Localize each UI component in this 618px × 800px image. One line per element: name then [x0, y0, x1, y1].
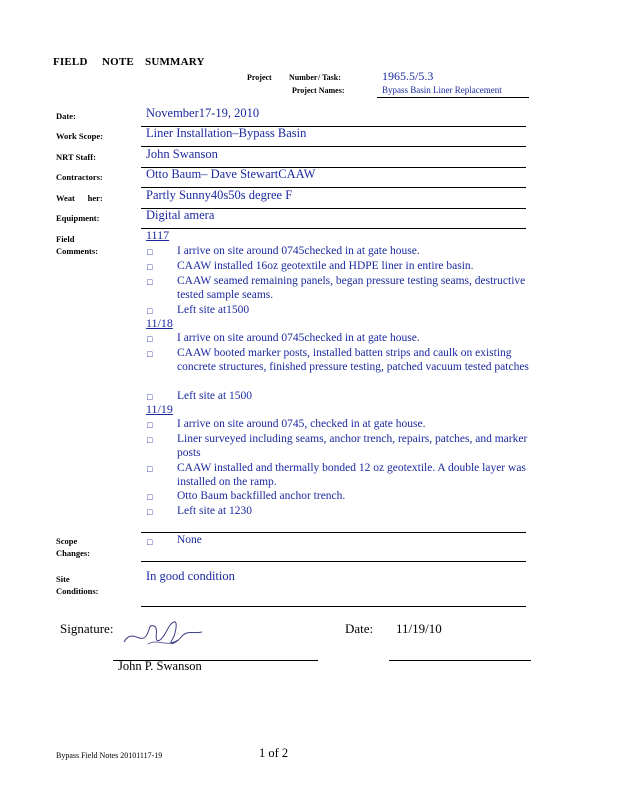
- day-3-item-3: CAAW installed and thermally bonded 12 oz geotextile. A double layer was installed on the ramp.: [177, 462, 526, 488]
- title-field: FIELD: [53, 56, 88, 68]
- project-names-label: Project Names:: [292, 86, 345, 95]
- day-2-date: 11/18: [146, 316, 173, 330]
- page-number: 1 of 2: [259, 746, 289, 760]
- bullet-icon: □: [147, 306, 153, 316]
- day-3-item-1: I arrive on site around 0745, checked in at gate house.: [177, 418, 426, 430]
- number-label: Number: [289, 73, 318, 82]
- day-3-date: 11/19: [146, 402, 173, 416]
- field-comments-label-1: Field: [56, 234, 75, 244]
- site-conditions-label-1: Site: [56, 574, 70, 584]
- title-summary: SUMMARY: [145, 56, 205, 68]
- bullet-icon: □: [147, 277, 153, 287]
- day-1-item-2: CAAW installed 16oz geotextile and HDPE liner in entire basin.: [177, 260, 474, 272]
- bullet-icon: □: [147, 262, 153, 272]
- day-3-item-5: Left site at 1230: [177, 505, 253, 517]
- project-number: 1965.5/5.3: [382, 69, 434, 83]
- footer-filename: Bypass Field Notes 20101117-19: [56, 751, 163, 760]
- signature-scribble: [118, 614, 208, 654]
- day-2-item-2: CAAW booted marker posts, installed batten strips and caulk on existing concrete structures, finished pressure testing, patched vacuum tested patches: [177, 347, 529, 373]
- day-1-item-1: I arrive on site around 0745checked in at gate house.: [177, 245, 420, 257]
- day-1-item-3: CAAW seamed remaining panels, began pressure testing seams, destructive tested sample seams.: [177, 275, 526, 301]
- date-value: November17-19, 2010: [146, 106, 260, 120]
- scope-changes-label-2: Changes:: [56, 548, 91, 558]
- signature-date: 11/19/10: [396, 621, 442, 636]
- day-3-item-4: Otto Baum backfilled anchor trench.: [177, 490, 346, 502]
- bullet-icon: □: [147, 392, 153, 402]
- bullet-icon: □: [147, 349, 153, 359]
- site-conditions-value: In good condition: [146, 569, 235, 583]
- equipment-label: Equipment:: [56, 213, 100, 223]
- task-label: / Task:: [318, 73, 341, 82]
- nrt-staff-value: John Swanson: [146, 147, 218, 161]
- scope-changes-value: None: [177, 534, 202, 546]
- contractors-value: Otto Baum– Dave StewartCAAW: [146, 167, 316, 181]
- day-2-item-3: Left site at 1500: [177, 390, 253, 402]
- bullet-icon: □: [147, 492, 153, 502]
- contractors-label: Contractors:: [56, 172, 103, 182]
- day-1-date: 1117: [146, 228, 170, 242]
- day-2-item-1: I arrive on site around 0745checked in at gate house.: [177, 332, 420, 344]
- project-label: Project: [247, 73, 272, 82]
- date-label: Date:: [56, 111, 76, 121]
- site-conditions-label-2: Conditions:: [56, 586, 99, 596]
- bullet-icon: □: [147, 247, 153, 257]
- field-comments-label-2: Comments:: [56, 246, 99, 256]
- bullet-icon: □: [147, 507, 153, 517]
- scope-changes-label-1: Scope: [56, 536, 78, 546]
- work-scope-value: Liner Installation–Bypass Basin: [146, 126, 307, 140]
- bullet-icon: □: [147, 464, 153, 474]
- bullet-icon: □: [147, 334, 153, 344]
- project-name: Bypass Basin Liner Replacement: [382, 85, 502, 95]
- weather-label: Weat her:: [56, 193, 103, 203]
- day-1-item-4: Left site at1500: [177, 304, 250, 316]
- bullet-icon: □: [147, 537, 153, 547]
- bullet-icon: □: [147, 420, 153, 430]
- equipment-value: Digital amera: [146, 208, 215, 222]
- weather-value: Partly Sunny40s50s degree F: [146, 188, 293, 202]
- bullet-icon: □: [147, 435, 153, 445]
- signature-label: Signature:: [60, 621, 114, 636]
- title-note: NOTE: [102, 56, 134, 68]
- nrt-staff-label: NRT Staff:: [56, 152, 96, 162]
- date-label-signature: Date:: [345, 621, 374, 636]
- work-scope-label: Work Scope:: [56, 131, 103, 141]
- day-3-item-2: Liner surveyed including seams, anchor trench, repairs, patches, and marker posts: [177, 433, 528, 459]
- signature-name: John P. Swanson: [118, 659, 202, 673]
